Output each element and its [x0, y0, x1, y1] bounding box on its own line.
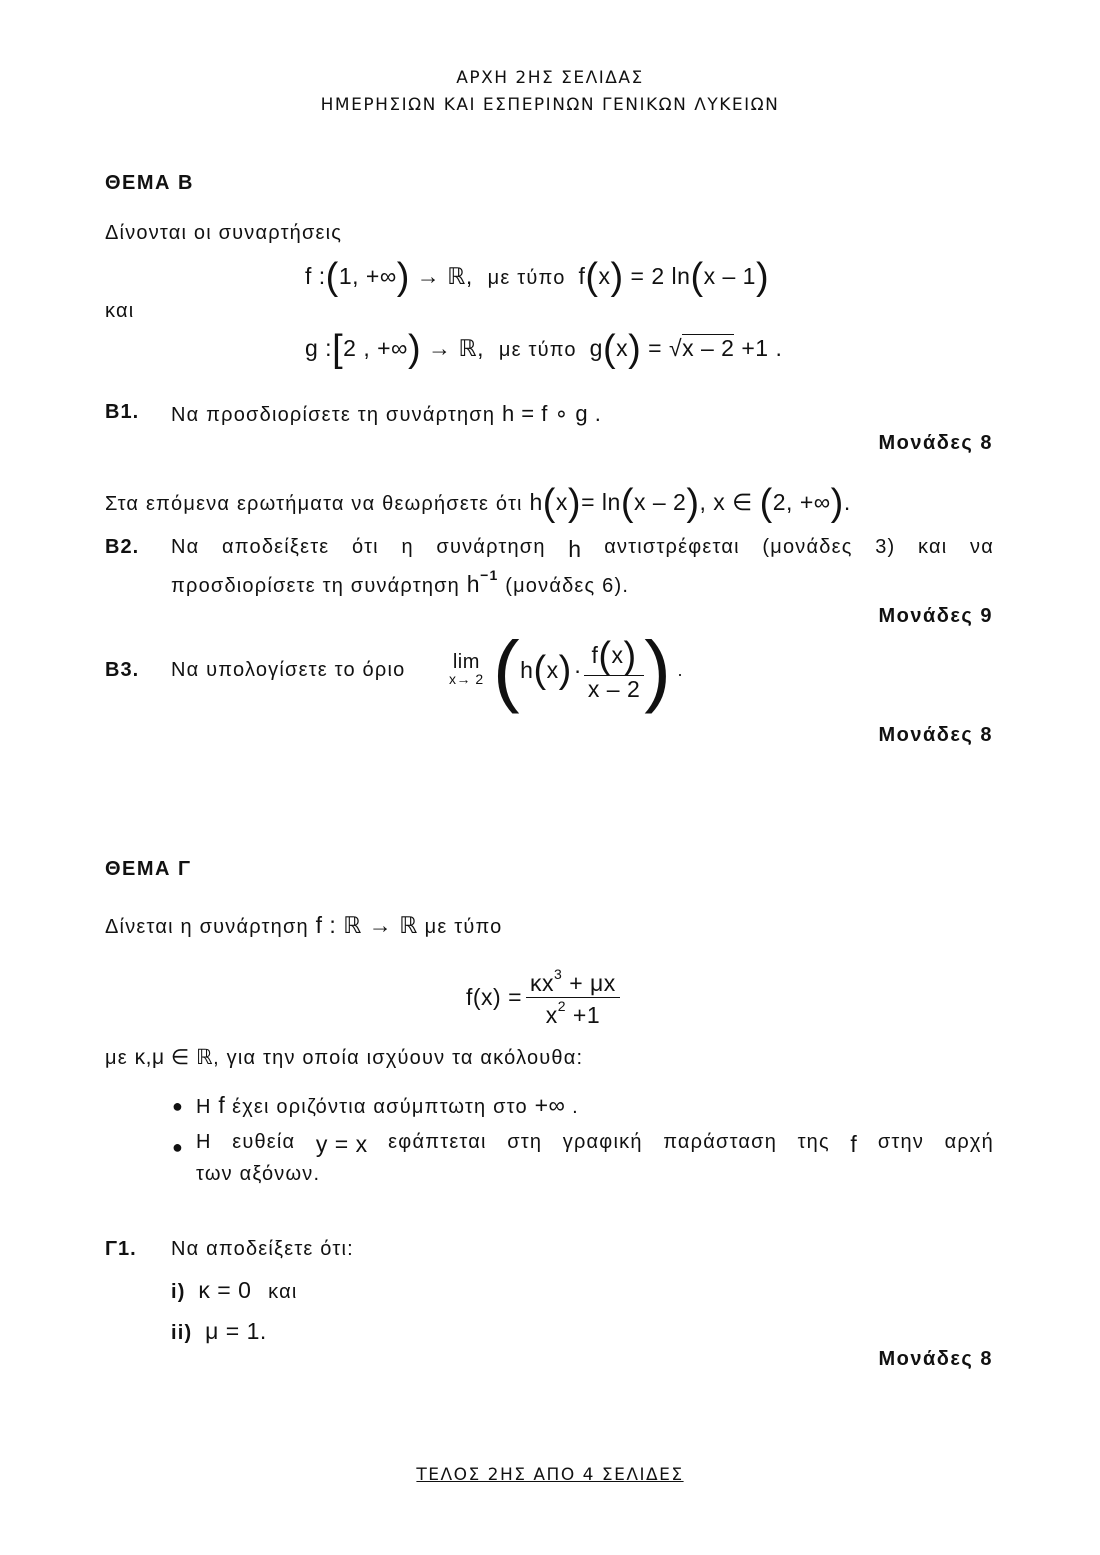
assume-h: h	[529, 489, 543, 515]
lim-var: x	[546, 656, 559, 683]
lim-fraction: $\frac{f(x)}{x - 2}$	[584, 637, 644, 703]
question-label-b1: Β1.	[105, 401, 140, 423]
b2-line1-word: να	[970, 536, 994, 558]
bullet2-line1-word: στη	[507, 1131, 543, 1153]
f-formula-var: x	[598, 263, 611, 289]
lim-subscript: x→ 2	[449, 671, 484, 687]
b2-line1-word: (μονάδες	[762, 536, 853, 558]
f-formula-rhs: = 2 ln	[630, 263, 691, 289]
question-b1-math: h = f ∘ g .	[501, 401, 602, 426]
marks-g1: Μονάδες 8	[878, 1348, 993, 1370]
sqrt-icon: √	[668, 335, 683, 361]
limit-expression: ( h ( x ) · $\frac{f(x)}{x - 2}$ ) .	[493, 625, 683, 714]
bullet-1	[196, 1092, 579, 1119]
b2-line1-word: αποδείξετε	[222, 536, 330, 558]
lim-num-var: x	[611, 642, 624, 668]
question-g1-i	[171, 1277, 298, 1304]
question-b1-text: Να προσδιορίσετε τη συνάρτηση	[171, 404, 496, 426]
bullet-icon: ●	[172, 1137, 183, 1157]
marks-b3: Μονάδες 8	[878, 724, 993, 746]
bullet-2-line2: των αξόνων.	[196, 1163, 321, 1185]
bullet2-line1-word: εφάπτεται	[388, 1131, 487, 1153]
bullet1-inf: +∞	[534, 1092, 566, 1118]
g1-i-label: i)	[171, 1281, 186, 1303]
with-tail: , για την οποία ισχύουν τα ακόλουθα:	[213, 1047, 584, 1069]
question-b2-math: h	[466, 571, 481, 597]
formula-num-sup: 3	[554, 966, 563, 982]
question-label-b3: Β3.	[105, 659, 140, 681]
b2-line1-word: συνάρτηση	[436, 536, 546, 558]
g-formula-name: g	[589, 335, 603, 361]
b2-line1-word: Να	[171, 536, 200, 558]
question-b2-sup: −1	[480, 567, 499, 583]
formula-num-a: κx	[530, 970, 555, 996]
bullet1-a: Η	[196, 1096, 212, 1118]
bullet2-line1-word: στην	[877, 1131, 925, 1153]
section-title-g: ΘΕΜΑ Γ	[105, 858, 192, 880]
bullet1-end: .	[572, 1096, 579, 1118]
with-conditions-line	[105, 1045, 583, 1070]
lim-end: .	[677, 659, 683, 680]
assume-eq: = ln	[581, 489, 621, 515]
g-with-label: με τύπο	[498, 339, 577, 361]
assume-dom-pre: , x ∈	[699, 489, 753, 515]
b2-line1-word: αντιστρέφεται	[604, 536, 740, 558]
bullet2-line1-word: f	[850, 1131, 858, 1157]
g1-ii-label: ii)	[171, 1322, 193, 1344]
bullet2-line1-word: ευθεία	[232, 1131, 296, 1153]
function-g-definition: g :[2 , +∞) → ℝ, με τύπο g(x) = √x – 2 +1 .	[305, 328, 783, 370]
bullet-icon: ●	[172, 1096, 183, 1116]
intro-g-tail: με τύπο	[424, 916, 503, 938]
formula-den-sup: 2	[557, 998, 566, 1014]
question-b3-text: Να υπολογίσετε το όριο	[171, 659, 406, 681]
lim-denominator: x – 2	[587, 676, 641, 702]
f-formula-arg: x – 1	[703, 263, 756, 289]
formula-fraction	[526, 966, 620, 1029]
formula-den-b: +1	[572, 1002, 601, 1028]
marks-b2: Μονάδες 9	[878, 605, 993, 627]
f-with-label: με τύπο	[487, 267, 566, 289]
bullet1-b: έχει οριζόντια ασύμπτωτη στο	[232, 1096, 528, 1118]
section-title-b: ΘΕΜΑ Β	[105, 172, 194, 194]
bullet2-line1-word: αρχή	[944, 1131, 994, 1153]
g-formula-plus: +1 .	[741, 335, 783, 361]
lim-text: lim	[452, 651, 480, 673]
f-def-label: f :	[305, 263, 326, 289]
g-formula-var: x	[616, 335, 629, 361]
g-formula-eq: =	[648, 335, 663, 361]
b2-line1-word: 3)	[875, 536, 896, 558]
bullet1-f: f	[218, 1092, 226, 1118]
formula-den-a: x	[545, 1002, 558, 1028]
g-domain: 2 , +∞	[343, 335, 408, 361]
bullet2-line1-word: της	[797, 1131, 830, 1153]
b2-line1-word: h	[568, 536, 582, 562]
question-b2-tail: (μονάδες 6).	[505, 575, 630, 597]
function-f-definition: f :(1, +∞) → ℝ, με τύπο f(x) = 2 ln(x – 1)	[305, 256, 770, 298]
assume-domain: 2, +∞	[772, 489, 831, 515]
page-header-line1: ΑΡΧΗ 2ΗΣ ΣΕΛΙΔΑΣ	[456, 68, 644, 88]
question-g1-text: Να αποδείξετε ότι:	[171, 1238, 354, 1260]
lim-dot: ·	[573, 656, 582, 683]
page-header-line2: ΗΜΕΡΗΣΙΩΝ ΚΑΙ ΕΣΠΕΡΙΝΩΝ ΓΕΝΙΚΩΝ ΛΥΚΕΙΩΝ	[320, 95, 780, 115]
question-label-b2: Β2.	[105, 536, 140, 558]
question-b1	[171, 401, 601, 427]
intro-g-text: Δίνεται η συνάρτηση	[105, 916, 309, 938]
b2-line1-word: η	[401, 536, 414, 558]
b2-line1-word: ότι	[352, 536, 379, 558]
assume-var: x	[555, 489, 568, 515]
f-codomain: → ℝ,	[416, 263, 473, 289]
question-g1-ii	[171, 1318, 267, 1345]
intro-g	[105, 912, 503, 939]
question-label-g1: Γ1.	[105, 1238, 137, 1260]
g-codomain: → ℝ,	[427, 335, 484, 361]
question-b2-line2	[171, 567, 629, 598]
lim-h: h	[520, 656, 534, 683]
assume-arg: x – 2	[633, 489, 687, 515]
g-sqrt-arg: x – 2	[682, 335, 735, 361]
g1-i-tail: και	[268, 1281, 298, 1303]
bullet2-line1-word: Η	[196, 1131, 212, 1153]
intro-g-math: f : ℝ → ℝ	[315, 912, 418, 938]
assumption-line: Στα επόμενα ερωτήματα να θεωρήσετε ότι h(x)= ln(x – 2), x ∈ (2, +∞).	[105, 482, 851, 524]
formula-f-rational	[466, 966, 620, 1029]
bullet2-line1-word: γραφική	[562, 1131, 643, 1153]
bullet-2-line1	[196, 1131, 994, 1158]
question-b2-line1	[171, 536, 994, 563]
with-pre: με	[105, 1047, 128, 1069]
formula-num-b: + μx	[569, 970, 616, 996]
bullet2-line1-word: παράσταση	[663, 1131, 778, 1153]
formula-lhs: f(x) =	[466, 984, 523, 1010]
f-domain: 1, +∞	[338, 263, 397, 289]
g1-ii-math: μ = 1.	[205, 1318, 267, 1344]
bullet2-line1-word: y = x	[315, 1131, 368, 1157]
intro-text-b: Δίνονται οι συναρτήσεις	[105, 222, 343, 244]
b2-line1-word: και	[918, 536, 948, 558]
with-math: κ,μ ∈ ℝ	[134, 1046, 214, 1069]
limit-operator	[449, 652, 484, 686]
assumption-text: Στα επόμενα ερωτήματα να θεωρήσετε ότι	[105, 493, 523, 515]
g-def-label: g :	[305, 335, 333, 361]
f-formula-name: f	[578, 263, 586, 289]
page-footer: ΤΕΛΟΣ 2ΗΣ ΑΠΟ 4 ΣΕΛΙΔΕΣ	[416, 1465, 684, 1485]
marks-b1: Μονάδες 8	[878, 432, 993, 454]
lim-num-f: f	[591, 642, 599, 668]
question-b2-line2-text: προσδιορίσετε τη συνάρτηση	[171, 575, 461, 597]
kai-text: και	[105, 300, 135, 322]
g1-i-math: κ = 0	[198, 1277, 252, 1303]
